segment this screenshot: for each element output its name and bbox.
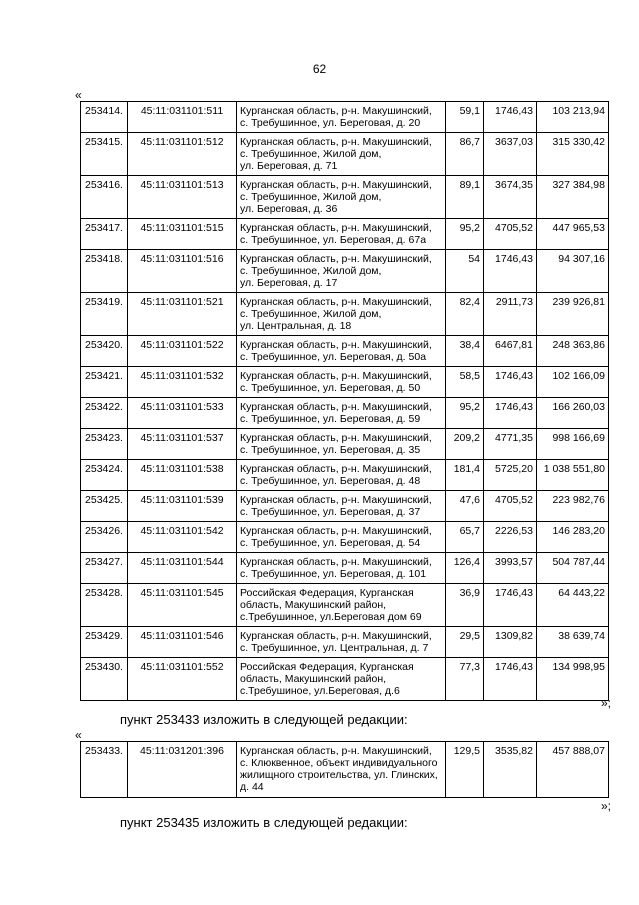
address-line: Курганская область, р-н. Макушинский,: [240, 136, 432, 148]
close-quote-1: »;: [600, 696, 611, 710]
area-cell: 47,6: [446, 491, 484, 522]
row-number-cell: 253427.: [81, 553, 128, 584]
row-number-cell: 253420.: [81, 336, 128, 367]
row-number-cell: 253433.: [81, 742, 128, 798]
address-line: Курганская область, р-н. Макушинский,: [240, 556, 432, 568]
table-row: [81, 250, 609, 293]
address-cell: [237, 460, 446, 491]
table-row: [81, 429, 609, 460]
address-line: Курганская область, р-н. Макушинский,: [240, 401, 432, 413]
address-line: Курганская область, р-н. Макушинский,: [240, 253, 432, 265]
address-cell: [237, 367, 446, 398]
table-row: [81, 627, 609, 658]
row-number-cell: 253417.: [81, 219, 128, 250]
unit-value-cell: 4771,35: [484, 429, 537, 460]
address-line: Российская Федерация, Курганская: [240, 661, 414, 673]
unit-value-cell: 6467,81: [484, 336, 537, 367]
address-line: Курганская область, р-н. Макушинский,: [240, 105, 432, 117]
table-row: [81, 133, 609, 176]
table-row: [81, 336, 609, 367]
unit-value-cell: 1309,82: [484, 627, 537, 658]
cadastral-value-cell: 103 213,94: [537, 102, 609, 133]
address-line: с. Требушинное, ул. Береговая, д. 54: [240, 537, 421, 549]
cadastral-value-cell: 146 283,20: [537, 522, 609, 553]
cadastral-number-cell: 45:11:031101:552: [128, 658, 237, 701]
amendment-paragraph-1: пункт 253433 изложить в следующей редакции:: [120, 712, 408, 727]
table-row: [81, 219, 609, 250]
address-line: с. Требушинное, ул. Береговая, д. 20: [240, 117, 421, 129]
address-line: Курганская область, р-н. Макушинский,: [240, 494, 432, 506]
cadastral-value-cell: 64 443,22: [537, 584, 609, 627]
area-cell: 38,4: [446, 336, 484, 367]
area-cell: 54: [446, 250, 484, 293]
cadastral-number-cell: 45:11:031101:511: [128, 102, 237, 133]
area-cell: 77,3: [446, 658, 484, 701]
address-line: Курганская область, р-н. Макушинский,: [240, 222, 432, 234]
unit-value-cell: 2911,73: [484, 293, 537, 336]
area-cell: 29,5: [446, 627, 484, 658]
table-row: [81, 367, 609, 398]
cadastral-value-cell: 94 307,16: [537, 250, 609, 293]
close-quote-2: »;: [600, 799, 611, 813]
table-row: [81, 584, 609, 627]
address-line: ул. Центральная, д. 18: [240, 320, 352, 332]
address-cell: [237, 102, 446, 133]
table-row: [81, 491, 609, 522]
area-cell: 58,5: [446, 367, 484, 398]
address-cell: [237, 398, 446, 429]
cadastral-number-cell: 45:11:031101:512: [128, 133, 237, 176]
address-line: с.Требушиное, ул.Береговая, д.6: [240, 685, 400, 697]
row-number-cell: 253429.: [81, 627, 128, 658]
row-number-cell: 253414.: [81, 102, 128, 133]
cadastral-value-cell: 38 639,74: [537, 627, 609, 658]
address-line: Курганская область, р-н. Макушинский,: [240, 179, 432, 191]
cadastral-number-cell: 45:11:031101:516: [128, 250, 237, 293]
area-cell: 181,4: [446, 460, 484, 491]
address-line: Курганская область, р-н. Макушинский,: [240, 630, 432, 642]
address-cell: [237, 293, 446, 336]
address-cell: [237, 491, 446, 522]
cadastral-value-cell: 239 926,81: [537, 293, 609, 336]
unit-value-cell: 3993,57: [484, 553, 537, 584]
address-line: область, Макушинский район,: [240, 599, 387, 611]
address-line: Курганская область, р-н. Макушинский,: [240, 339, 432, 351]
area-cell: 209,2: [446, 429, 484, 460]
address-line: с. Требушинное, Жилой дом,: [240, 265, 382, 277]
address-line: с. Требушинное, ул. Береговая, д. 35: [240, 444, 421, 456]
row-number-cell: 253425.: [81, 491, 128, 522]
address-cell: [237, 133, 446, 176]
cadastral-number-cell: 45:11:031101:533: [128, 398, 237, 429]
address-cell: [237, 176, 446, 219]
table-row: [81, 293, 609, 336]
address-line: Курганская область, р-н. Макушинский,: [240, 296, 432, 308]
address-line: Курганская область, р-н. Макушинский,: [240, 370, 432, 382]
address-line: с. Требушинное, ул. Береговая, д. 50: [240, 382, 421, 394]
address-cell: [237, 250, 446, 293]
address-line: ул. Береговая, д. 71: [240, 160, 338, 172]
row-number-cell: 253430.: [81, 658, 128, 701]
cadastral-value-cell: 1 038 551,80: [537, 460, 609, 491]
area-cell: 65,7: [446, 522, 484, 553]
row-number-cell: 253423.: [81, 429, 128, 460]
area-cell: 36,9: [446, 584, 484, 627]
unit-value-cell: 1746,43: [484, 250, 537, 293]
address-line: с. Требушинное, ул. Береговая, д. 101: [240, 568, 427, 580]
unit-value-cell: 1746,43: [484, 398, 537, 429]
address-line: ул. Береговая, д. 17: [240, 277, 338, 289]
address-line: Курганская область, р-н. Макушинский,: [240, 463, 432, 475]
unit-value-cell: 1746,43: [484, 658, 537, 701]
unit-value-cell: 1746,43: [484, 584, 537, 627]
unit-value-cell: 3637,03: [484, 133, 537, 176]
row-number-cell: 253418.: [81, 250, 128, 293]
address-line: ул. Береговая, д. 36: [240, 203, 338, 215]
address-line: д. 44: [240, 781, 264, 793]
address-line: Курганская область, р-н. Макушинский,: [240, 525, 432, 537]
cadastral-number-cell: 45:11:031101:521: [128, 293, 237, 336]
table-row: [81, 658, 609, 701]
table-row: [81, 742, 609, 798]
table-row: [81, 522, 609, 553]
address-line: с. Требушинное, ул. Центральная, д. 7: [240, 642, 429, 654]
address-line: Курганская область, р-н. Макушинский,: [240, 745, 432, 757]
area-cell: 82,4: [446, 293, 484, 336]
unit-value-cell: 4705,52: [484, 219, 537, 250]
area-cell: 126,4: [446, 553, 484, 584]
cadastral-value-cell: 447 965,53: [537, 219, 609, 250]
address-cell: [237, 219, 446, 250]
unit-value-cell: 2226,53: [484, 522, 537, 553]
cadastral-number-cell: 45:11:031101:538: [128, 460, 237, 491]
address-line: с. Требушинное, Жилой дом,: [240, 191, 382, 203]
cadastral-number-cell: 45:11:031101:515: [128, 219, 237, 250]
area-cell: 89,1: [446, 176, 484, 219]
cadastral-number-cell: 45:11:031101:544: [128, 553, 237, 584]
cadastral-number-cell: 45:11:031101:537: [128, 429, 237, 460]
table-row: [81, 460, 609, 491]
page-number: 62: [312, 62, 327, 76]
unit-value-cell: 4705,52: [484, 491, 537, 522]
table-row: [81, 176, 609, 219]
cadastral-number-cell: 45:11:031101:546: [128, 627, 237, 658]
address-cell: [237, 429, 446, 460]
address-line: Курганская область, р-н. Макушинский,: [240, 432, 432, 444]
row-number-cell: 253426.: [81, 522, 128, 553]
table-row: [81, 553, 609, 584]
cadastral-value-cell: 315 330,42: [537, 133, 609, 176]
cadastral-value-cell: 134 998,95: [537, 658, 609, 701]
address-line: с. Требушинное, ул. Береговая, д. 59: [240, 413, 421, 425]
address-line: жилищного строительства, ул. Глинских,: [240, 769, 438, 781]
cadastral-number-cell: 45:11:031201:396: [128, 742, 237, 798]
cadastral-number-cell: 45:11:031101:513: [128, 176, 237, 219]
table-row: [81, 102, 609, 133]
row-number-cell: 253421.: [81, 367, 128, 398]
row-number-cell: 253424.: [81, 460, 128, 491]
row-number-cell: 253428.: [81, 584, 128, 627]
cadastral-number-cell: 45:11:031101:522: [128, 336, 237, 367]
area-cell: 129,5: [446, 742, 484, 798]
register-table-2: [80, 741, 609, 798]
row-number-cell: 253419.: [81, 293, 128, 336]
address-line: с. Требушинное, ул. Береговая, д. 37: [240, 506, 421, 518]
address-cell: [237, 336, 446, 367]
unit-value-cell: 1746,43: [484, 102, 537, 133]
cadastral-value-cell: 102 166,09: [537, 367, 609, 398]
unit-value-cell: 3535,82: [484, 742, 537, 798]
amendment-paragraph-2: пункт 253435 изложить в следующей редакции:: [120, 815, 408, 830]
address-cell: [237, 522, 446, 553]
cadastral-value-cell: 457 888,07: [537, 742, 609, 798]
cadastral-number-cell: 45:11:031101:542: [128, 522, 237, 553]
cadastral-number-cell: 45:11:031101:532: [128, 367, 237, 398]
address-line: с. Требушинное, ул. Береговая, д. 48: [240, 475, 421, 487]
address-cell: [237, 584, 446, 627]
row-number-cell: 253416.: [81, 176, 128, 219]
address-cell: [237, 553, 446, 584]
address-cell: [237, 742, 446, 798]
address-cell: [237, 627, 446, 658]
row-number-cell: 253422.: [81, 398, 128, 429]
open-quote-2: «: [75, 728, 82, 742]
cadastral-value-cell: 166 260,03: [537, 398, 609, 429]
cadastral-number-cell: 45:11:031101:545: [128, 584, 237, 627]
open-quote-1: «: [75, 88, 82, 102]
register-table-1: [80, 101, 609, 701]
area-cell: 59,1: [446, 102, 484, 133]
cadastral-value-cell: 223 982,76: [537, 491, 609, 522]
unit-value-cell: 5725,20: [484, 460, 537, 491]
cadastral-value-cell: 998 166,69: [537, 429, 609, 460]
area-cell: 86,7: [446, 133, 484, 176]
cadastral-value-cell: 504 787,44: [537, 553, 609, 584]
table-row: [81, 398, 609, 429]
address-line: с. Требушинное, Жилой дом,: [240, 148, 382, 160]
area-cell: 95,2: [446, 398, 484, 429]
area-cell: 95,2: [446, 219, 484, 250]
unit-value-cell: 1746,43: [484, 367, 537, 398]
cadastral-value-cell: 327 384,98: [537, 176, 609, 219]
row-number-cell: 253415.: [81, 133, 128, 176]
address-line: с. Требушинное, Жилой дом,: [240, 308, 382, 320]
address-line: с. Требушинное, ул. Береговая, д. 50а: [240, 351, 427, 363]
address-cell: [237, 658, 446, 701]
address-line: с. Клюквенное, объект индивидуального: [240, 757, 438, 769]
cadastral-number-cell: 45:11:031101:539: [128, 491, 237, 522]
unit-value-cell: 3674,35: [484, 176, 537, 219]
address-line: с. Требушинное, ул. Береговая, д. 67а: [240, 234, 427, 246]
address-line: с.Требушинное, ул.Береговая дом 69: [240, 611, 422, 623]
address-line: Российская Федерация, Курганская: [240, 587, 414, 599]
cadastral-value-cell: 248 363,86: [537, 336, 609, 367]
address-line: область, Макушинский район,: [240, 673, 387, 685]
